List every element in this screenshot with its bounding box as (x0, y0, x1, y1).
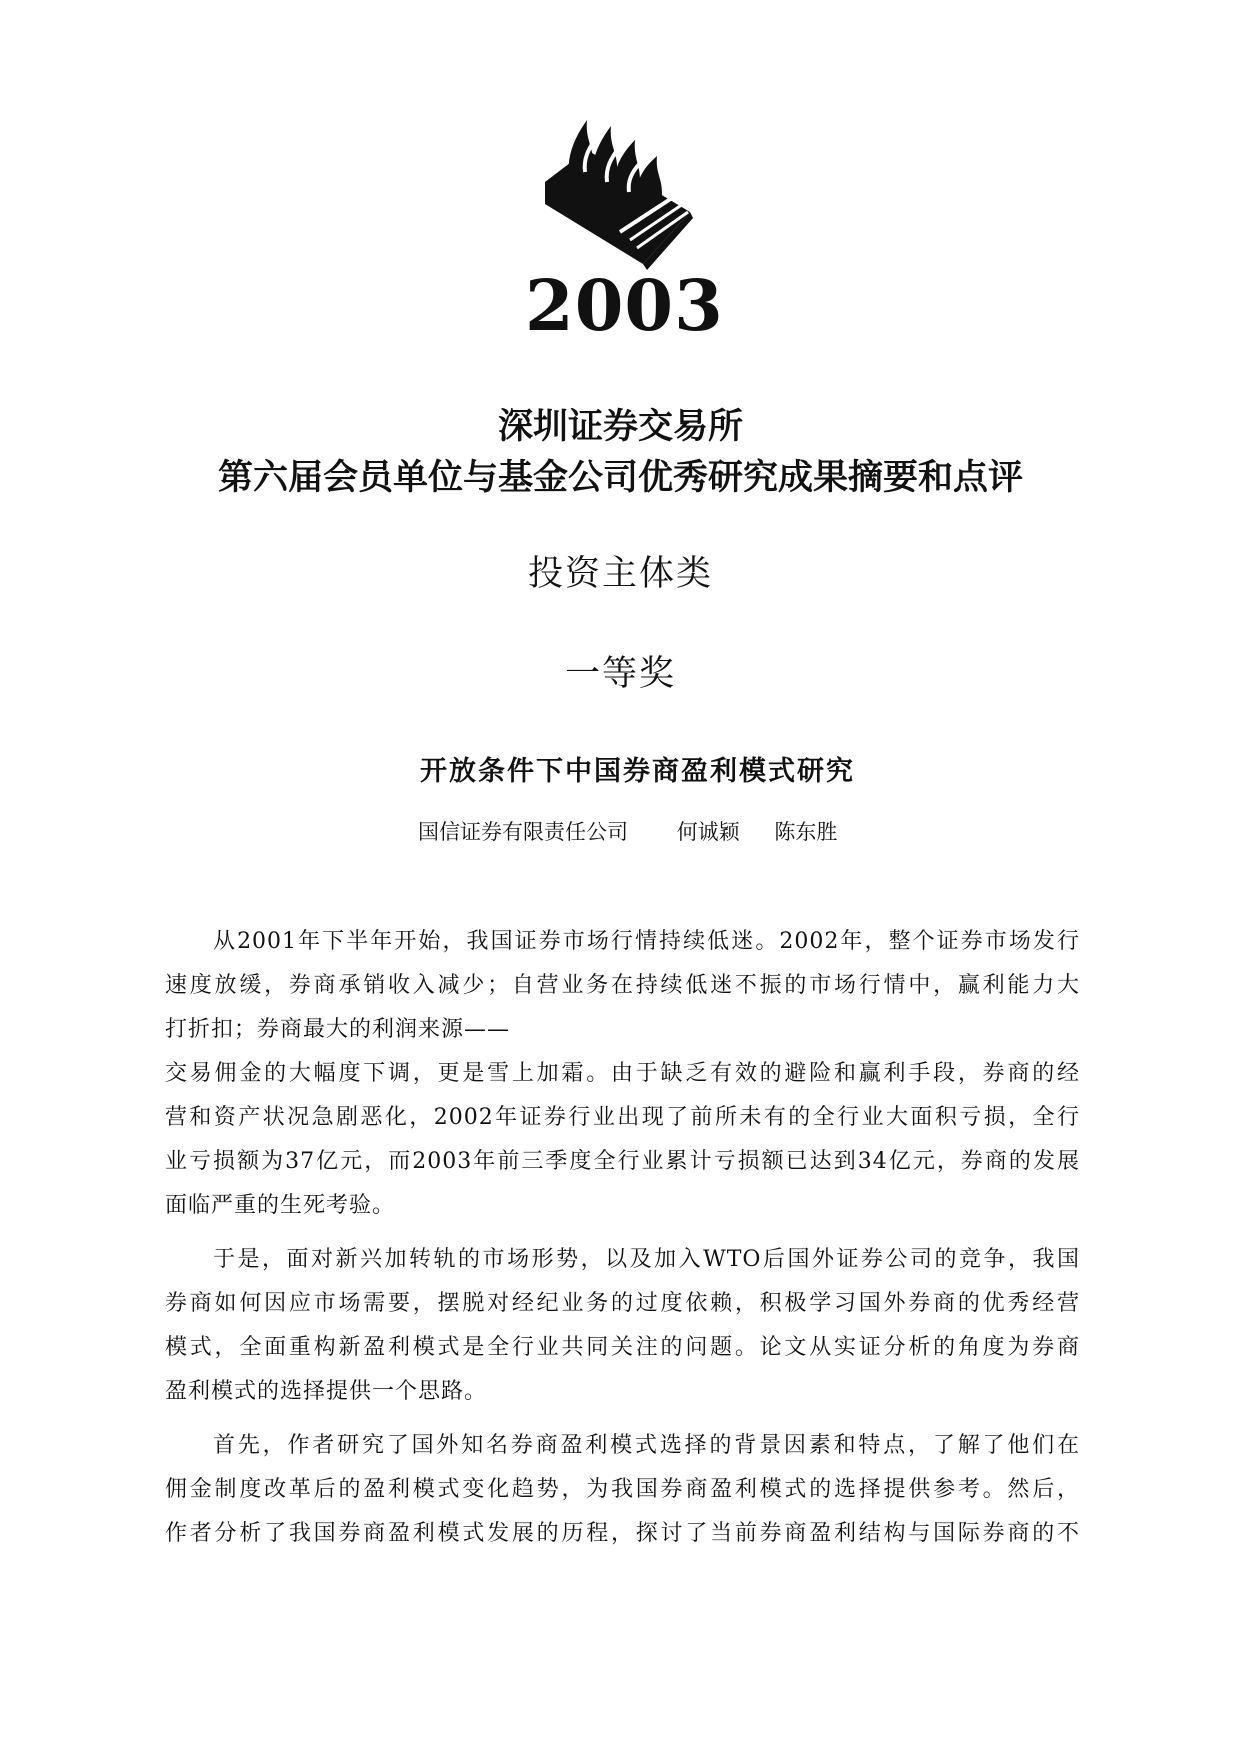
text-line: 模式，全面重构新盈利模式是全行业共同关注的问题。论文从实证分析的角度为券商 (165, 1335, 1080, 1360)
paragraph (165, 1238, 1080, 1414)
paper-title: 开放条件下中国券商盈利模式研究 (420, 756, 855, 787)
author-name: 陈东胜 (774, 820, 838, 844)
logo-year: 2003 (525, 264, 724, 347)
text-line: 于是，面对新兴加转轨的市场形势，以及加入WTO后国外证券公司的竞争，我国 (213, 1247, 1080, 1272)
text-line: 营和资产状况急剧恶化，2002年证券行业出现了前所未有的全行业大面积亏损，全行 (165, 1105, 1080, 1130)
text-line: 交易佣金的大幅度下调，更是雪上加霜。由于缺乏有效的避险和赢利手段，券商的经 (165, 1061, 1080, 1086)
category-heading: 投资主体类 (527, 554, 713, 594)
text-line: 作者分析了我国券商盈利模式发展的历程，探讨了当前券商盈利结构与国际券商的不 (165, 1521, 1080, 1546)
text-line: 首先，作者研究了国外知名券商盈利模式选择的背景因素和特点，了解了他们在 (213, 1433, 1080, 1458)
text-line: 券商如何因应市场需要，摆脱对经纪业务的过度依赖，积极学习国外券商的优秀经营 (165, 1291, 1080, 1316)
text-line: 佣金制度改革后的盈利模式变化趋势，为我国券商盈利模式的选择提供参考。然后， (165, 1477, 1080, 1502)
author-company: 国信证券有限责任公司 (418, 820, 628, 844)
text-line: 速度放缓，券商承销收入减少；自营业务在持续低迷不振的市场行情中，赢利能力大 (165, 973, 1080, 998)
text-line: 打折扣；券商最大的利润来源—— (165, 1017, 511, 1042)
text-line: 从2001年下半年开始，我国证券市场行情持续低迷。2002年，整个证券市场发行 (213, 929, 1080, 954)
abstract-body (165, 920, 1080, 1556)
exchange-logo (525, 112, 724, 347)
text-line: 盈利模式的选择提供一个思路。 (165, 1379, 488, 1404)
paper-byline (418, 816, 837, 848)
award-heading: 一等奖 (564, 654, 676, 694)
paragraph (165, 920, 1080, 1228)
author-name: 何诚颖 (676, 820, 740, 844)
text-line: 业亏损额为37亿元，而2003年前三季度全行业累计亏损额已达到34亿元，券商的发展 (165, 1149, 1080, 1174)
text-line: 面临严重的生死考验。 (165, 1193, 396, 1218)
document-title-line1: 深圳证券交易所 (497, 407, 743, 447)
document-title-line2: 第六届会员单位与基金公司优秀研究成果摘要和点评 (217, 458, 1023, 498)
book-flame-logo-icon (525, 112, 710, 272)
paragraph (165, 1424, 1080, 1556)
